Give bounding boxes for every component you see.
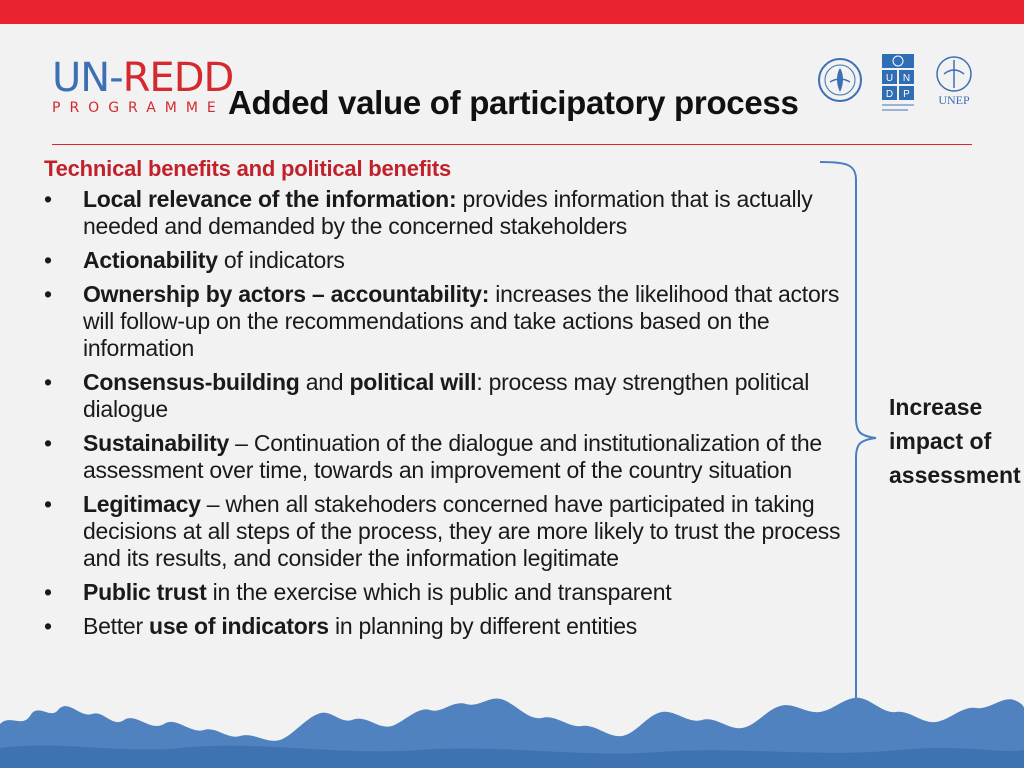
bullet-item (44, 430, 844, 484)
bullet-text: and (299, 369, 350, 395)
bullet-item (44, 247, 844, 274)
undp-letter-d: D (885, 89, 894, 100)
bullet-text: in the exercise which is public and transparent (206, 579, 672, 605)
bullet-item (44, 491, 844, 572)
bullet-item (44, 369, 844, 423)
impact-label-line: assessment (889, 462, 1021, 488)
impact-label-line: Increase (889, 394, 983, 420)
undp-letter-n: N (902, 73, 911, 84)
bullet-term: Local relevance of the information: (83, 186, 457, 212)
bullet-text: provides information that is actually needed and demanded by the concerned stakeholders (83, 186, 813, 239)
bullet-term: Sustainability (83, 430, 230, 456)
bullet-text: – Continuation of the dialogue and institutionalization of the assessment over time, towards an improvement of the country situation (83, 430, 822, 483)
bullet-marker: • (44, 186, 52, 212)
un-redd-logo (52, 55, 234, 116)
bullet-marker: • (44, 247, 52, 273)
bullet-item (44, 579, 844, 606)
impact-label-line: impact of (889, 428, 992, 454)
bullet-term: Public trust (83, 579, 207, 605)
undp-letter-p: P (903, 89, 910, 100)
forest-silhouette-icon (0, 684, 1024, 768)
bullet-term: Actionability (83, 247, 218, 273)
bullet-marker: • (44, 281, 52, 307)
logo-accent: REDD (122, 55, 234, 101)
bullet-marker: • (44, 369, 52, 395)
bullet-text: increases the likelihood that actors will follow-up on the recommendations and take actions based on the information (83, 281, 840, 361)
bullet-term: Legitimacy (83, 491, 201, 517)
bullet-marker: • (44, 430, 52, 456)
logo-prefix: UN- (52, 55, 123, 101)
logo-programme: PROGRAMME (52, 100, 225, 116)
bullet-term: Consensus-building (83, 369, 300, 395)
bullet-term: use of indicators (149, 613, 329, 639)
bullet-text: in planning by different entities (328, 613, 637, 639)
undp-logo-icon (882, 54, 914, 111)
bullet-item (44, 186, 844, 240)
bullet-term: political will (349, 369, 477, 395)
bullet-text: Better (83, 613, 150, 639)
bullet-text: – when all stakehoders concerned have participated in taking decisions at all steps of the process, they are more likely to trust the process and its results, and consider the information legitimate (83, 491, 841, 571)
top-accent-bar (0, 0, 1024, 24)
title-divider (52, 144, 972, 145)
fao-logo-icon (819, 59, 861, 101)
brace-icon (816, 160, 896, 720)
slide-title: Added value of participatory process (228, 84, 799, 121)
bullet-item (44, 613, 844, 640)
bullet-text: : process may strengthen political dialogue (83, 369, 810, 422)
impact-label (889, 390, 1021, 492)
unep-label: UNEP (938, 93, 970, 107)
slide-content (44, 156, 844, 647)
bullet-marker: • (44, 579, 52, 605)
bullet-item (44, 281, 844, 362)
section-subheading: Technical benefits and political benefits (44, 156, 452, 181)
undp-letter-u: U (885, 73, 894, 84)
bullet-text: of indicators (217, 247, 345, 273)
bullet-term: Ownership by actors – accountability: (83, 281, 490, 307)
bullet-marker: • (44, 491, 52, 517)
partner-logos (816, 52, 980, 128)
bullet-marker: • (44, 613, 52, 639)
unep-logo-icon (937, 57, 971, 107)
benefits-list (44, 186, 844, 640)
